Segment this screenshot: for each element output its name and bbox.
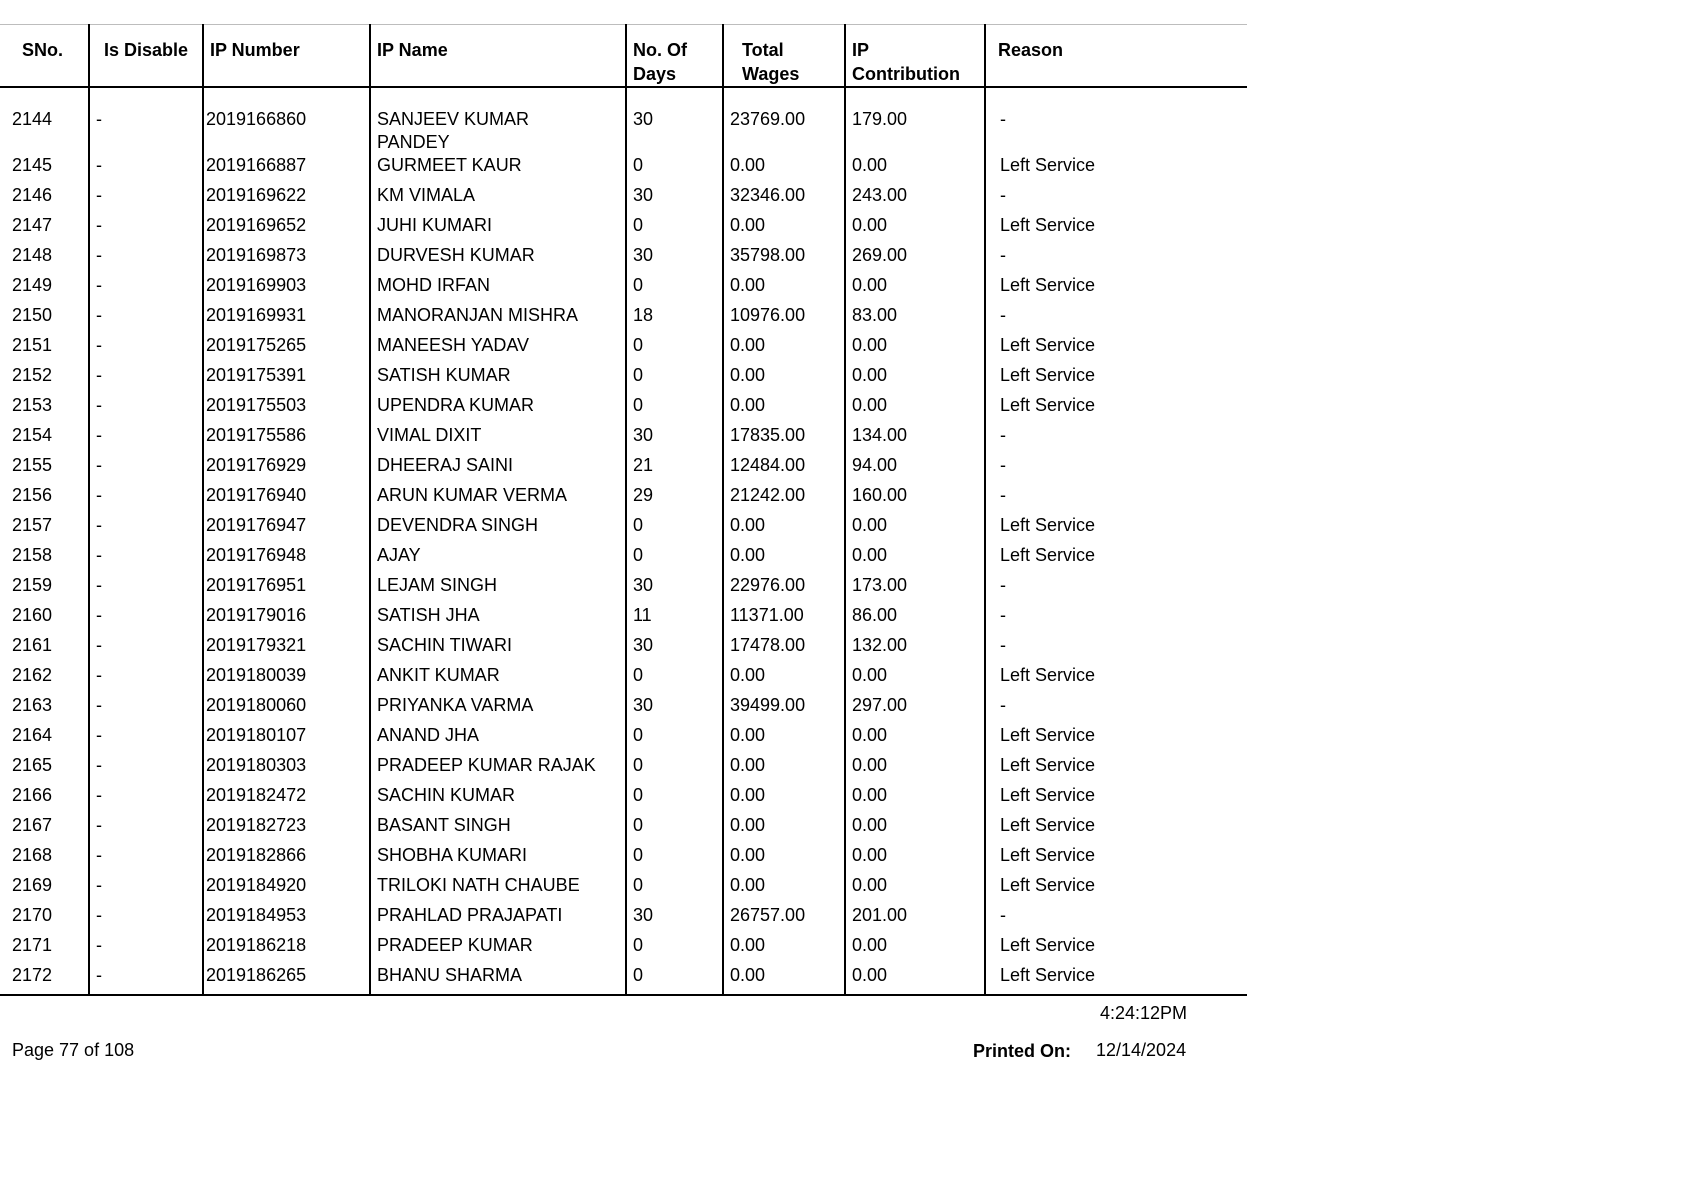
cell-reason: Left Service [985, 814, 1247, 844]
header-is-disable: Is Disable [89, 25, 203, 88]
cell-sno: 2146 [12, 185, 53, 205]
cell-contribution: 0.00 [845, 154, 985, 184]
cell-ip-number: 2019175586 [203, 424, 370, 454]
cell-wages: 0.00 [723, 394, 845, 424]
cell-wages: 0.00 [723, 814, 845, 844]
table-body [0, 87, 1247, 995]
cell-ip-number: 2019180060 [203, 694, 370, 724]
cell-sno: 2160 [12, 605, 53, 625]
cell-days: 18 [626, 304, 723, 334]
cell-days: 0 [626, 514, 723, 544]
cell-days: 11 [626, 604, 723, 634]
header-no-of-days-line2: Days [633, 64, 677, 84]
cell-sno: 2170 [12, 905, 53, 925]
cell-reason: Left Service [985, 934, 1247, 964]
cell-reason: - [985, 484, 1247, 514]
table-row [0, 784, 1247, 814]
cell-sno: 2154 [12, 425, 53, 445]
cell-ip-name: DHEERAJ SAINI [370, 454, 626, 484]
cell-wages: 0.00 [723, 514, 845, 544]
cell-days: 29 [626, 484, 723, 514]
cell-contribution: 0.00 [845, 364, 985, 394]
cell-days: 30 [626, 244, 723, 274]
cell-wages: 26757.00 [723, 904, 845, 934]
table-row [0, 544, 1247, 574]
cell-days: 0 [626, 964, 723, 995]
cell-sno: 2150 [12, 305, 53, 325]
print-time: 4:24:12PM [1100, 1003, 1188, 1023]
cell-is-disable: - [89, 274, 203, 304]
cell-days: 0 [626, 364, 723, 394]
contribution-report [0, 24, 1247, 996]
cell-reason: Left Service [985, 874, 1247, 904]
cell-sno: 2148 [12, 245, 53, 265]
cell-wages: 0.00 [723, 964, 845, 995]
cell-ip-number: 2019175503 [203, 394, 370, 424]
cell-sno: 2145 [12, 155, 53, 175]
cell-contribution: 0.00 [845, 754, 985, 784]
cell-ip-name: SHOBHA KUMARI [370, 844, 626, 874]
cell-ip-name: GURMEET KAUR [370, 154, 626, 184]
cell-wages: 0.00 [723, 214, 845, 244]
header-total-wages-line1: Total [742, 40, 784, 60]
cell-days: 0 [626, 784, 723, 814]
cell-ip-number: 2019186265 [203, 964, 370, 995]
table-row [0, 364, 1247, 394]
cell-wages: 0.00 [723, 544, 845, 574]
cell-is-disable: - [89, 244, 203, 274]
cell-days: 0 [626, 844, 723, 874]
cell-ip-name: PRAHLAD PRAJAPATI [370, 904, 626, 934]
header-no-of-days [626, 25, 723, 88]
cell-ip-name: BHANU SHARMA [370, 964, 626, 995]
cell-wages: 0.00 [723, 934, 845, 964]
cell-sno: 2159 [12, 575, 53, 595]
cell-wages: 10976.00 [723, 304, 845, 334]
table-row [0, 664, 1247, 694]
cell-ip-name: ARUN KUMAR VERMA [370, 484, 626, 514]
cell-contribution: 0.00 [845, 934, 985, 964]
cell-ip-name: DURVESH KUMAR [370, 244, 626, 274]
cell-reason: Left Service [985, 724, 1247, 754]
cell-contribution: 0.00 [845, 394, 985, 424]
cell-wages: 32346.00 [723, 184, 845, 214]
cell-ip-number: 2019175265 [203, 334, 370, 364]
cell-contribution: 0.00 [845, 544, 985, 574]
cell-days: 0 [626, 754, 723, 784]
cell-wages: 0.00 [723, 874, 845, 904]
cell-ip-name: PRADEEP KUMAR RAJAK [370, 754, 626, 784]
cell-ip-name: BASANT SINGH [370, 814, 626, 844]
cell-days: 0 [626, 664, 723, 694]
cell-reason: Left Service [985, 364, 1247, 394]
cell-ip-name: LEJAM SINGH [370, 574, 626, 604]
table-row [0, 424, 1247, 454]
cell-reason: Left Service [985, 664, 1247, 694]
cell-is-disable: - [89, 664, 203, 694]
cell-sno: 2153 [12, 395, 53, 415]
cell-ip-name: MANEESH YADAV [370, 334, 626, 364]
cell-is-disable: - [89, 784, 203, 814]
cell-reason: Left Service [985, 784, 1247, 814]
cell-sno: 2171 [12, 935, 53, 955]
cell-ip-number: 2019169652 [203, 214, 370, 244]
cell-days: 30 [626, 184, 723, 214]
header-row [0, 25, 1247, 88]
table-row [0, 484, 1247, 514]
table-row [0, 394, 1247, 424]
cell-contribution: 0.00 [845, 814, 985, 844]
cell-contribution: 83.00 [845, 304, 985, 334]
table-row [0, 514, 1247, 544]
cell-reason: Left Service [985, 394, 1247, 424]
cell-wages: 0.00 [723, 334, 845, 364]
cell-ip-number: 2019182472 [203, 784, 370, 814]
table-row [0, 604, 1247, 634]
cell-contribution: 201.00 [845, 904, 985, 934]
cell-contribution: 0.00 [845, 274, 985, 304]
cell-is-disable: - [89, 304, 203, 334]
header-no-of-days-line1: No. Of [633, 40, 687, 60]
cell-days: 30 [626, 574, 723, 604]
cell-days: 30 [626, 87, 723, 154]
cell-contribution: 173.00 [845, 574, 985, 604]
cell-sno: 2164 [12, 725, 53, 745]
cell-ip-name: MANORANJAN MISHRA [370, 304, 626, 334]
cell-contribution: 0.00 [845, 214, 985, 244]
cell-sno: 2168 [12, 845, 53, 865]
cell-wages: 39499.00 [723, 694, 845, 724]
cell-sno: 2156 [12, 485, 53, 505]
cell-is-disable: - [89, 694, 203, 724]
table-row [0, 274, 1247, 304]
cell-wages: 0.00 [723, 724, 845, 754]
cell-ip-number: 2019184920 [203, 874, 370, 904]
cell-contribution: 132.00 [845, 634, 985, 664]
cell-reason: - [985, 244, 1247, 274]
cell-ip-number: 2019176947 [203, 514, 370, 544]
table-row [0, 154, 1247, 184]
cell-is-disable: - [89, 184, 203, 214]
cell-ip-number: 2019179016 [203, 604, 370, 634]
cell-wages: 12484.00 [723, 454, 845, 484]
cell-reason: Left Service [985, 514, 1247, 544]
header-ip-number: IP Number [203, 25, 370, 88]
cell-contribution: 0.00 [845, 334, 985, 364]
cell-sno: 2144 [12, 109, 53, 129]
cell-sno: 2149 [12, 275, 53, 295]
cell-contribution: 0.00 [845, 514, 985, 544]
cell-is-disable: - [89, 814, 203, 844]
cell-days: 30 [626, 904, 723, 934]
cell-sno: 2161 [12, 635, 53, 655]
cell-days: 0 [626, 814, 723, 844]
cell-ip-number: 2019169931 [203, 304, 370, 334]
cell-ip-number: 2019169873 [203, 244, 370, 274]
cell-ip-number: 2019169622 [203, 184, 370, 214]
cell-contribution: 0.00 [845, 724, 985, 754]
cell-ip-number: 2019182866 [203, 844, 370, 874]
cell-ip-name: JUHI KUMARI [370, 214, 626, 244]
cell-is-disable: - [89, 754, 203, 784]
cell-wages: 17478.00 [723, 634, 845, 664]
table-row [0, 244, 1247, 274]
cell-wages: 0.00 [723, 664, 845, 694]
cell-sno: 2152 [12, 365, 53, 385]
header-ip-contribution-line2: Contribution [852, 64, 960, 84]
cell-contribution: 0.00 [845, 964, 985, 995]
cell-sno: 2147 [12, 215, 53, 235]
cell-is-disable: - [89, 334, 203, 364]
cell-ip-number: 2019180107 [203, 724, 370, 754]
cell-is-disable: - [89, 874, 203, 904]
cell-wages: 0.00 [723, 364, 845, 394]
cell-reason: Left Service [985, 214, 1247, 244]
cell-reason: - [985, 184, 1247, 214]
header-total-wages-line2: Wages [742, 64, 800, 84]
cell-ip-number: 2019179321 [203, 634, 370, 664]
cell-ip-name: DEVENDRA SINGH [370, 514, 626, 544]
table-row [0, 634, 1247, 664]
cell-days: 30 [626, 424, 723, 454]
cell-wages: 0.00 [723, 754, 845, 784]
cell-wages: 23769.00 [723, 87, 845, 154]
cell-wages: 0.00 [723, 274, 845, 304]
cell-reason: Left Service [985, 754, 1247, 784]
cell-is-disable: - [89, 364, 203, 394]
cell-sno: 2169 [12, 875, 53, 895]
cell-contribution: 297.00 [845, 694, 985, 724]
cell-is-disable: - [89, 154, 203, 184]
table-row [0, 574, 1247, 604]
cell-ip-name: UPENDRA KUMAR [370, 394, 626, 424]
cell-sno: 2162 [12, 665, 53, 685]
cell-days: 30 [626, 694, 723, 724]
cell-is-disable: - [89, 574, 203, 604]
table-row [0, 934, 1247, 964]
cell-days: 0 [626, 544, 723, 574]
cell-ip-name: AJAY [370, 544, 626, 574]
cell-wages: 0.00 [723, 844, 845, 874]
cell-is-disable: - [89, 544, 203, 574]
table-row [0, 454, 1247, 484]
table-row [0, 964, 1247, 995]
cell-reason: - [985, 304, 1247, 334]
cell-days: 0 [626, 394, 723, 424]
cell-sno: 2172 [0, 964, 89, 995]
cell-is-disable: - [89, 964, 203, 995]
header-reason: Reason [985, 25, 1247, 88]
cell-sno: 2155 [12, 455, 53, 475]
cell-contribution: 269.00 [845, 244, 985, 274]
cell-ip-number: 2019180039 [203, 664, 370, 694]
cell-days: 0 [626, 724, 723, 754]
cell-days: 30 [626, 634, 723, 664]
cell-ip-number: 2019166887 [203, 154, 370, 184]
cell-is-disable: - [89, 514, 203, 544]
cell-is-disable: - [89, 214, 203, 244]
cell-ip-name: SATISH KUMAR [370, 364, 626, 394]
cell-ip-name-line1: SANJEEV KUMAR [377, 109, 530, 129]
cell-wages: 35798.00 [723, 244, 845, 274]
cell-reason: Left Service [985, 964, 1247, 995]
cell-contribution: 0.00 [845, 664, 985, 694]
cell-ip-number: 2019175391 [203, 364, 370, 394]
cell-ip-number: 2019186218 [203, 934, 370, 964]
table-row [0, 694, 1247, 724]
cell-sno: 2166 [12, 785, 53, 805]
printed-on-date: 12/14/2024 [1096, 1040, 1187, 1060]
cell-ip-name: SACHIN TIWARI [370, 634, 626, 664]
cell-ip-name: MOHD IRFAN [370, 274, 626, 304]
cell-reason: - [985, 694, 1247, 724]
contribution-table [0, 24, 1247, 996]
cell-wages: 0.00 [723, 154, 845, 184]
cell-ip-name: SATISH JHA [370, 604, 626, 634]
cell-reason: Left Service [985, 154, 1247, 184]
cell-reason: - [985, 904, 1247, 934]
cell-wages: 0.00 [723, 784, 845, 814]
table-row [0, 814, 1247, 844]
cell-is-disable: - [89, 724, 203, 754]
cell-reason: Left Service [985, 544, 1247, 574]
cell-is-disable: - [89, 394, 203, 424]
cell-ip-number: 2019176948 [203, 544, 370, 574]
cell-ip-number: 2019166860 [203, 87, 370, 154]
cell-is-disable: - [89, 904, 203, 934]
cell-reason: - [985, 604, 1247, 634]
cell-is-disable: - [89, 844, 203, 874]
cell-ip-number: 2019176940 [203, 484, 370, 514]
cell-wages: 22976.00 [723, 574, 845, 604]
cell-sno: 2151 [12, 335, 53, 355]
cell-contribution: 134.00 [845, 424, 985, 454]
cell-is-disable: - [89, 634, 203, 664]
cell-wages: 11371.00 [723, 604, 845, 634]
cell-wages: 17835.00 [723, 424, 845, 454]
cell-ip-number: 2019176929 [203, 454, 370, 484]
cell-days: 0 [626, 154, 723, 184]
cell-ip-number: 2019169903 [203, 274, 370, 304]
table-row [0, 184, 1247, 214]
cell-is-disable: - [89, 454, 203, 484]
cell-days: 21 [626, 454, 723, 484]
cell-contribution: 94.00 [845, 454, 985, 484]
cell-reason: Left Service [985, 844, 1247, 874]
cell-reason: - [985, 574, 1247, 604]
cell-ip-name: ANKIT KUMAR [370, 664, 626, 694]
cell-ip-name: VIMAL DIXIT [370, 424, 626, 454]
printed-on-label: Printed On: [973, 1041, 1071, 1061]
cell-ip-number: 2019184953 [203, 904, 370, 934]
cell-ip-number: 2019182723 [203, 814, 370, 844]
cell-days: 0 [626, 874, 723, 904]
cell-contribution: 0.00 [845, 784, 985, 814]
cell-ip-name: SACHIN KUMAR [370, 784, 626, 814]
cell-ip-name-line2: PANDEY [377, 132, 450, 152]
cell-reason: - [985, 424, 1247, 454]
cell-is-disable: - [89, 424, 203, 454]
table-row [0, 214, 1247, 244]
cell-sno: 2157 [12, 515, 53, 535]
cell-days: 0 [626, 214, 723, 244]
cell-ip-name: KM VIMALA [370, 184, 626, 214]
cell-contribution: 160.00 [845, 484, 985, 514]
page-number: Page 77 of 108 [12, 1040, 135, 1060]
header-total-wages [723, 25, 845, 88]
cell-reason: - [985, 634, 1247, 664]
cell-days: 0 [626, 274, 723, 304]
cell-ip-name: TRILOKI NATH CHAUBE [370, 874, 626, 904]
cell-days: 0 [626, 334, 723, 364]
table-header [0, 25, 1247, 88]
cell-ip-name [370, 87, 626, 154]
header-ip-contribution-line1: IP [852, 40, 870, 60]
table-row [0, 904, 1247, 934]
cell-ip-number: 2019176951 [203, 574, 370, 604]
cell-contribution: 179.00 [845, 87, 985, 154]
cell-wages: 21242.00 [723, 484, 845, 514]
cell-contribution: 86.00 [845, 604, 985, 634]
cell-contribution: 0.00 [845, 874, 985, 904]
cell-ip-number: 2019180303 [203, 754, 370, 784]
cell-ip-name: ANAND JHA [370, 724, 626, 754]
cell-sno: 2167 [12, 815, 53, 835]
cell-days: 0 [626, 934, 723, 964]
table-row [0, 754, 1247, 784]
table-row [0, 724, 1247, 754]
cell-sno: 2158 [12, 545, 53, 565]
header-sno: SNo. [0, 25, 89, 88]
cell-reason: - [985, 454, 1247, 484]
cell-is-disable: - [89, 87, 203, 154]
table-row [0, 334, 1247, 364]
cell-is-disable: - [89, 934, 203, 964]
header-ip-contribution [845, 25, 985, 88]
cell-ip-name: PRIYANKA VARMA [370, 694, 626, 724]
cell-reason: - [985, 87, 1247, 154]
cell-is-disable: - [89, 604, 203, 634]
table-row [0, 87, 1247, 154]
cell-reason: Left Service [985, 274, 1247, 304]
cell-contribution: 0.00 [845, 844, 985, 874]
table-row [0, 874, 1247, 904]
cell-ip-name: PRADEEP KUMAR [370, 934, 626, 964]
table-row [0, 304, 1247, 334]
cell-reason: Left Service [985, 334, 1247, 364]
cell-sno: 2165 [12, 755, 53, 775]
header-ip-name: IP Name [370, 25, 626, 88]
cell-contribution: 243.00 [845, 184, 985, 214]
cell-is-disable: - [89, 484, 203, 514]
cell-sno: 2163 [12, 695, 53, 715]
table-row [0, 844, 1247, 874]
